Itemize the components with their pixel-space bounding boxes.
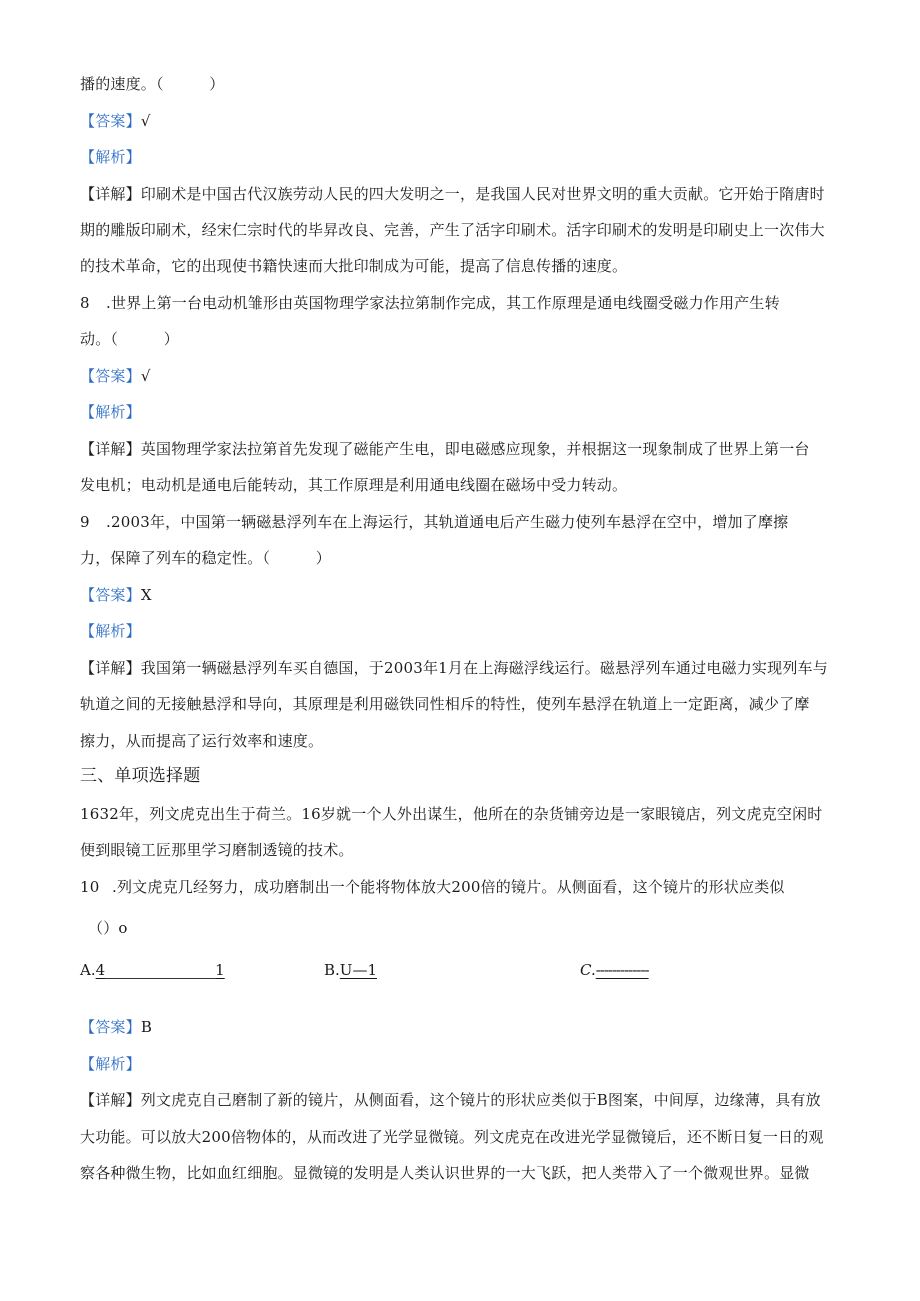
- option-label: A.: [80, 961, 96, 979]
- lens-baseline: [105, 964, 215, 979]
- question-text: .世界上第一台电动机雏形由英国物理学家法拉第制作完成，其工作原理是通电线圈受磁力作用产生转: [106, 294, 780, 312]
- option-b[interactable]: [324, 960, 377, 980]
- analysis-tag: 【解析】: [80, 622, 141, 640]
- question-text-cont: 力，保障了列车的稳定性。（ ）: [80, 549, 331, 567]
- question-text-cont: 动。（ ）: [80, 330, 179, 348]
- answer-tag: 【答案】: [80, 112, 141, 130]
- option-a-tail: 1: [215, 961, 225, 979]
- detail-paragraph-line: 发电机；电动机是通电后能转动，其工作原理是利用通电线圈在磁场中受力转动。: [80, 476, 628, 494]
- analysis-tag: 【解析】: [80, 1055, 141, 1073]
- question-8: [80, 293, 780, 313]
- q9-answer-line: [80, 585, 152, 605]
- detail-paragraph-line: 大功能。可以放大200倍物体的，从而改进了光学显微镜。列文虎克在改进光学显微镜后，还不断日复一日的观: [80, 1128, 824, 1146]
- detail-paragraph-line: 【详解】英国物理学家法拉第首先发现了磁能产生电，即电磁感应现象，并根据这一现象制成了世界上第一台: [80, 440, 810, 458]
- option-a-lens: [96, 961, 225, 979]
- question-text: .2003年，中国第一辆磁悬浮列车在上海运行，其轨道通电后产生磁力使列车悬浮在空中，增加了摩擦: [106, 513, 789, 531]
- answer-tag: 【答案】: [80, 367, 141, 385]
- answer-tag: 【答案】: [80, 1018, 141, 1036]
- option-c-lens: -------------: [595, 961, 649, 979]
- section-title: 三、单项选择题: [80, 766, 201, 786]
- detail-paragraph-line: 轨道之间的无接触悬浮和导向，其原理是利用磁铁同性相斥的特性，使列车悬浮在轨道上一定距离，减少了摩: [80, 695, 810, 713]
- detail-paragraph-line: 【详解】我国第一辆磁悬浮列车买自德国，于2003年1月在上海磁浮线运行。磁悬浮列车通过电磁力实现列车与: [80, 659, 828, 677]
- option-a-mark: 4: [95, 961, 106, 979]
- option-c[interactable]: [580, 960, 649, 980]
- question-number: 9: [80, 513, 90, 531]
- q10-answer-line: [80, 1017, 152, 1037]
- detail-paragraph-line: 【详解】列文虎克自己磨制了新的镜片，从侧面看，这个镜片的形状应类似于B图案，中间厚，边缘薄，具有放: [80, 1091, 821, 1109]
- question-number: 8: [80, 294, 90, 312]
- question-9: [80, 512, 788, 532]
- detail-paragraph-line: 察各种微生物，比如血红细胞。显微镜的发明是人类认识世界的一大飞跃，把人类带入了一个微观世界。显微: [80, 1164, 810, 1182]
- detail-paragraph-line: 期的雕版印刷术，经宋仁宗时代的毕昇改良、完善，产生了活字印刷术。活字印刷术的发明是印刷史上一次伟大: [80, 221, 825, 239]
- question-10: [80, 877, 785, 897]
- q7-answer-line: [80, 111, 151, 131]
- passage-line: 1632年，列文虎克出生于荷兰。16岁就一个人外出谋生，他所在的杂货铺旁边是一家眼镜店，列文虎克空闲时: [80, 805, 823, 823]
- option-a[interactable]: [80, 960, 225, 980]
- analysis-tag: 【解析】: [80, 148, 141, 166]
- q8-answer-line: [80, 366, 151, 386]
- question-number: 10: [80, 878, 100, 896]
- answer-value: √: [140, 112, 151, 130]
- detail-paragraph-line: 擦力，从而提高了运行效率和速度。: [80, 732, 324, 750]
- option-b-lens: U—1: [339, 961, 377, 979]
- answer-value: X: [140, 586, 152, 604]
- detail-paragraph-line: 【详解】印刷术是中国古代汉族劳动人民的四大发明之一，是我国人民对世界文明的重大贡献。它开始于隋唐时: [80, 185, 825, 203]
- option-label: C.: [580, 961, 596, 979]
- answer-value: B: [140, 1018, 153, 1036]
- passage-line: 便到眼镜工匠那里学习磨制透镜的技术。: [80, 841, 354, 859]
- answer-value: √: [140, 367, 151, 385]
- question-text: .列文虎克几经努力，成功磨制出一个能将物体放大200倍的镜片。从侧面看，这个镜片的形状应类似: [112, 878, 785, 896]
- answer-tag: 【答案】: [80, 586, 141, 604]
- q7-tail: 播的速度。（ ）: [80, 75, 225, 93]
- option-label: B.: [324, 961, 340, 979]
- question-text-cont: （）o: [88, 919, 128, 937]
- analysis-tag: 【解析】: [80, 403, 141, 421]
- detail-paragraph-line: 的技术革命，它的出现使书籍快速而大批印制成为可能，提高了信息传播的速度。: [80, 257, 628, 275]
